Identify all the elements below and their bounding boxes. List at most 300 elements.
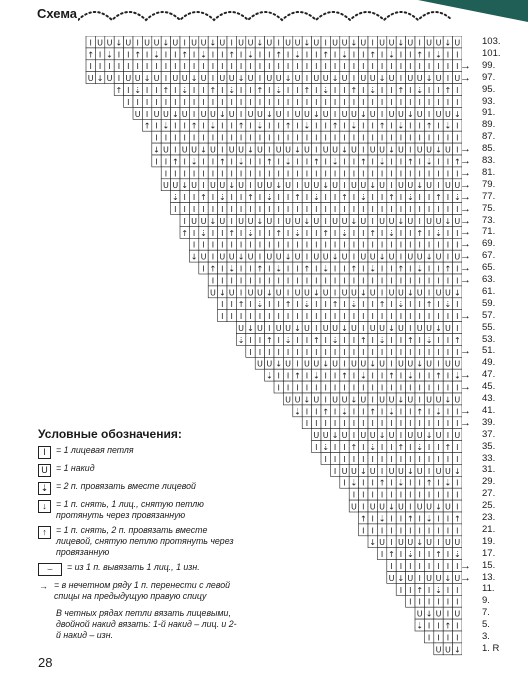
stitch-symbol: ↓ [435,324,442,333]
row-label: 81. [482,166,496,178]
stitch-symbol: I [409,562,412,571]
stitch-symbol: I [371,240,374,250]
row-label: 73. [482,214,496,226]
stitch-symbol: I [456,502,459,512]
arrow-right-icon: → [460,238,471,251]
stitch-symbol: I [427,133,431,143]
row-label: 13. [482,571,496,583]
stitch-symbol: I [343,335,346,345]
stitch-symbol: I [409,97,412,107]
stitch-symbol: I [230,121,233,131]
stitch-symbol: I [371,97,374,107]
stitch-symbol: ↑ [388,550,395,560]
stitch-symbol: I [333,407,337,417]
stitch-symbol: I [409,133,412,143]
stitch-symbol: ↓ [416,359,424,369]
stitch-symbol: U [444,324,451,333]
stitch-symbol: U [341,109,348,119]
stitch-symbol: U [332,181,339,191]
stitch-symbol: I [202,86,205,95]
stitch-symbol: U [303,109,310,119]
row-label: 9. [482,595,490,607]
stitch-symbol: I [362,62,365,72]
stitch-symbol: ⇣ [218,193,226,203]
stitch-symbol: I [136,62,139,72]
stitch-symbol: U [435,431,442,441]
legend-item [38,445,238,459]
stitch-symbol: U [416,502,423,512]
stitch-symbol: I [333,419,337,429]
stitch-symbol: ⇣ [200,50,207,60]
stitch-symbol: U [407,538,414,548]
stitch-symbol: ↓ [200,145,207,155]
stitch-symbol: I [258,240,262,250]
stitch-symbol: ⇣ [435,50,442,60]
stitch-symbol: I [183,157,186,167]
stitch-symbol: I [324,371,327,381]
stitch-symbol: I [249,264,252,274]
stitch-symbol: I [352,419,356,429]
stitch-symbol: U [200,38,207,48]
stitch-symbol: I [409,312,412,322]
stitch-symbol: I [192,50,196,60]
stitch-symbol: I [211,252,215,262]
stitch-symbol: ↑ [209,86,217,95]
stitch-symbol: I [437,443,440,452]
stitch-symbol: U [219,216,226,226]
stitch-symbol: I [399,252,403,262]
stitch-symbol: ↑ [190,121,198,131]
stitch-symbol: I [333,50,337,60]
stitch-symbol: I [277,276,280,286]
stitch-symbol: ↑ [453,514,461,524]
stitch-symbol: ↑ [247,193,254,203]
stitch-symbol: I [362,312,365,322]
stitch-symbol: I [418,300,421,310]
stitch-symbol: I [315,133,318,143]
stitch-symbol: I [362,300,365,310]
stitch-symbol: I [192,205,196,214]
stitch-symbol: ⇣ [416,443,424,452]
stitch-symbol: ⇣ [435,407,442,417]
stitch-symbol: U [153,109,160,119]
stitch-symbol: I [427,50,431,60]
stitch-symbol: I [202,205,205,214]
stitch-symbol: I [145,62,149,72]
stitch-symbol: I [183,216,186,226]
stitch-symbol: I [352,276,356,286]
stitch-symbol: I [324,193,327,203]
stitch-symbol: ⇣ [406,193,414,203]
stitch-symbol: I [258,50,262,60]
stitch-symbol: I [418,205,421,214]
stitch-symbol: I [268,205,271,214]
stitch-symbol: U [219,38,226,48]
stitch-symbol: I [239,205,243,214]
stitch-symbol: I [296,312,299,322]
stitch-symbol: I [277,97,280,107]
stitch-symbol: ↑ [378,300,386,310]
stitch-symbol: I [456,454,459,464]
stitch-symbol: I [343,300,346,310]
stitch-symbol: U [294,216,301,226]
stitch-symbol: ↓ [294,324,301,333]
stitch-symbol: I [333,466,337,476]
stitch-symbol: I [239,109,243,119]
stitch-symbol: I [390,383,393,393]
stitch-symbol: I [399,228,403,238]
stitch-symbol: U [435,38,442,48]
stitch-symbol: I [315,312,318,322]
stitch-symbol: I [427,490,431,500]
stitch-symbol: U [200,216,207,226]
stitch-symbol: I [221,228,224,238]
stitch-symbol: I [239,312,243,322]
stitch-symbol: I [409,62,412,72]
stitch-symbol: I [239,276,243,286]
stitch-symbol: ↑ [218,157,226,167]
stitch-symbol: U [350,181,357,191]
stitch-symbol: I [343,121,346,131]
stitch-symbol: I [333,371,337,381]
stitch-symbol: I [409,526,412,536]
stitch-symbol: I [258,193,262,203]
stitch-symbol: U [444,145,451,155]
stitch-symbol: U [256,359,263,369]
stitch-symbol: ⇣ [162,121,170,131]
stitch-symbol: ⇣ [322,443,330,452]
stitch-symbol: ⇣ [312,193,320,203]
stitch-symbol: I [456,228,459,238]
stitch-symbol: I [277,335,280,345]
stitch-symbol: I [427,443,431,452]
stitch-symbol: U [256,109,263,119]
stitch-symbol: I [343,359,346,369]
stitch-symbol: I [390,538,393,548]
stitch-symbol: I [352,312,356,322]
stitch-symbol: U [426,359,433,369]
stitch-symbol: I [352,193,356,203]
stitch-symbol: I [362,145,365,155]
stitch-symbol: I [399,383,403,393]
stitch-symbol: I [249,312,252,322]
stitch-symbol: ↑ [331,300,339,310]
stitch-symbol: ↓ [303,38,311,48]
arrow-right-icon: → [460,559,471,572]
stitch-symbol: ↑ [209,264,217,274]
stitch-symbol: U [275,252,282,262]
stitch-symbol: I [221,62,224,72]
stitch-symbol: ⇣ [416,621,424,631]
stitch-symbol: I [249,97,252,107]
stitch-symbol: I [211,169,215,179]
stitch-symbol: ↑ [303,264,311,274]
stitch-symbol: I [324,419,327,429]
stitch-symbol: U [360,359,367,369]
stitch-symbol: I [418,240,421,250]
stitch-symbol: U [369,324,376,333]
stitch-symbol: ⇣ [341,407,348,417]
stitch-symbol: U [228,252,235,262]
stitch-symbol: I [211,133,215,143]
stitch-symbol: I [127,86,130,95]
stitch-symbol: I [268,50,271,60]
stitch-symbol: U [426,502,433,512]
stitch-symbol: I [456,97,459,107]
stitch-symbol: I [427,407,431,417]
stitch-symbol: I [211,97,215,107]
row-label: 75. [482,202,496,214]
stitch-symbol: I [343,86,346,95]
stitch-symbol: U [228,74,235,84]
stitch-symbol: I [183,193,186,203]
stitch-symbol: I [380,407,384,417]
stitch-symbol: I [437,562,440,571]
stitch-symbol: I [183,169,186,179]
stitch-symbol: ↓ [209,216,217,226]
stitch-symbol: I [343,443,346,452]
stitch-symbol: ↑ [416,585,424,595]
stitch-symbol: I [305,383,309,393]
stitch-symbol: ⇣ [294,50,301,60]
stitch-symbol: I [333,347,337,357]
stitch-symbol: U [454,609,461,619]
stitch-symbol: ↓ [435,502,442,512]
stitch-symbol: I [418,395,421,405]
stitch-symbol: U [285,359,292,369]
stitch-symbol: I [446,407,450,417]
stitch-symbol: I [418,133,421,143]
stitch-symbol: U [256,288,263,298]
stitch-symbol: ↓ [388,145,395,155]
stitch-symbol: I [202,62,205,72]
stitch-symbol: U [341,252,348,262]
stitch-symbol: I [409,276,412,286]
stitch-symbol: I [437,264,440,274]
stitch-symbol: I [352,454,356,464]
stitch-symbol: I [324,216,327,226]
stitch-symbol: U [435,109,442,119]
stitch-symbol: U [172,181,179,191]
stitch-symbol: I [333,193,337,203]
stitch-symbol: U [426,216,433,226]
stitch-symbol: I [286,312,290,322]
stitch-symbol: I [456,585,459,595]
stitch-symbol: ↑ [312,157,320,167]
stitch-symbol: ↑ [416,50,424,60]
stitch-symbol: I [155,62,158,72]
stitch-symbol: ↑ [322,228,330,238]
stitch-symbol: ⇣ [190,157,198,167]
stitch-symbol: ⇣ [435,228,442,238]
stitch-symbol: U [256,181,263,191]
row-label: 17. [482,547,496,559]
stitch-symbol: U [444,359,451,369]
stitch-symbol: ↑ [444,264,452,274]
stitch-symbol: I [362,324,365,333]
stitch-symbol: I [437,312,440,322]
stitch-symbol: I [418,454,421,464]
stitch-symbol: I [437,97,440,107]
stitch-symbol: I [211,193,215,203]
stitch-symbol: U [313,431,320,441]
stitch-symbol: I [324,335,327,345]
stitch-symbol: I [286,288,290,298]
stitch-symbol: I [221,86,224,95]
stitch-symbol: I [192,97,196,107]
stitch-symbol: ⇣ [228,86,236,95]
stitch-symbol: I [409,205,412,214]
stitch-symbol: U [275,324,282,333]
stitch-symbol: I [296,276,299,286]
stitch-symbol: I [192,109,196,119]
row-label: 23. [482,512,496,523]
stitch-symbol: ↓ [425,431,433,441]
stitch-symbol: ↓ [416,181,424,191]
stitch-symbol: I [296,205,299,214]
stitch-symbol: I [446,371,450,381]
stitch-symbol: I [399,562,403,571]
stitch-symbol: I [296,121,299,131]
stitch-symbol: I [456,526,459,536]
stitch-symbol: I [456,347,459,357]
stitch-symbol: I [456,490,459,500]
stitch-symbol: I [202,169,205,179]
stitch-symbol: I [333,312,337,322]
stitch-symbol: I [437,276,440,286]
legend-item [38,562,238,576]
stitch-symbol: I [296,86,299,95]
stitch-symbol: U [454,252,461,262]
stitch-symbol: ↓ [303,395,311,405]
stitch-symbol: I [164,50,168,60]
stitch-symbol: ↓ [359,466,367,476]
stitch-symbol: U [332,395,339,405]
stitch-symbol: I [230,133,233,143]
stitch-symbol: I [315,50,318,60]
stitch-symbol: I [239,228,243,238]
stitch-symbol: I [399,62,403,72]
row-label: 99. [482,59,496,71]
stitch-symbol: I [380,240,384,250]
stitch-symbol: U [303,145,310,155]
stitch-symbol: ↓ [425,252,433,262]
stitch-symbol: ↑ [397,86,405,95]
arrow-right-icon: → [460,178,471,191]
stitch-symbol: I [409,454,412,464]
stitch-symbol: I [409,383,412,393]
stitch-symbol: I [437,454,440,464]
stitch-symbol: I [437,383,440,393]
stitch-symbol: I [352,157,356,167]
stitch-symbol: U [388,573,395,583]
stitch-symbol: I [399,240,403,250]
stitch-symbol: ⇣ [322,264,330,274]
stitch-symbol: U [435,609,442,619]
stitch-symbol: ↑ [237,300,245,310]
stitch-symbol: I [98,50,102,60]
stitch-symbol: I [371,169,374,179]
stitch-symbol: ↓ [397,395,405,405]
stitch-symbol: U [454,395,461,405]
stitch-symbol: U [125,38,132,48]
stitch-symbol: I [221,240,224,250]
stitch-symbol: I [315,383,318,393]
stitch-symbol: I [324,121,327,131]
stitch-symbol: I [296,62,299,72]
stitch-symbol: I [380,133,384,143]
stitch-symbol: I [202,121,205,131]
stitch-symbol: I [333,62,337,72]
stitch-symbol: I [352,383,356,393]
arrow-right-icon: → [460,381,471,394]
stitch-symbol: I [427,109,431,119]
stitch-symbol: I [371,478,374,488]
stitch-symbol: I [380,383,384,393]
stitch-symbol: I [183,38,186,48]
stitch-symbol: ⇣ [265,371,273,381]
stitch-symbol: U [209,288,216,298]
stitch-symbol: U [369,431,376,441]
stitch-symbol: ⇣ [406,550,414,560]
stitch-symbol: I [437,514,440,524]
stitch-symbol: I [390,300,393,310]
stitch-symbol: I [305,74,309,84]
stitch-symbol: U [369,252,376,262]
stitch-symbol: U [388,288,395,298]
stitch-symbol: I [343,133,346,143]
stitch-symbol: I [371,371,374,381]
stitch-symbol: ↑ [322,407,330,417]
stitch-symbol: ⇣ [303,121,311,131]
stitch-symbol: ⇣ [134,86,142,95]
stitch-symbol: ↓ [397,216,405,226]
row-label: 51. [482,345,496,357]
stitch-symbol: I [352,74,356,84]
stitch-symbol: ↓ [350,38,358,48]
stitch-symbol: U [454,216,461,226]
stitch-symbol: I [352,97,356,107]
stitch-symbol: I [164,74,168,84]
stitch-symbol: I [371,526,374,536]
stitch-symbol: I [437,633,440,643]
stitch-symbol: I [145,86,149,95]
stitch-symbol: I [409,407,412,417]
stitch-symbol: I [446,550,450,560]
stitch-symbol: I [427,193,431,203]
stitch-symbol: I [277,121,280,131]
stitch-symbol: I [117,74,121,84]
stitch-symbol: I [456,169,459,179]
stitch-symbol: ↑ [284,121,292,131]
stitch-symbol: I [409,86,412,95]
stitch-symbol: I [409,50,412,60]
stitch-symbol: I [362,502,365,512]
stitch-symbol: I [352,133,356,143]
stitch-symbol: I [286,264,290,274]
stitch-symbol: U [407,359,414,369]
row-label: 103. [482,36,501,47]
stitch-symbol: I [221,97,224,107]
stitch-symbol: I [437,621,440,631]
stitch-symbol: U [407,216,414,226]
stitch-symbol: U [313,181,320,191]
arrow-right-icon: → [460,143,471,156]
stitch-symbol: I [296,335,299,345]
stitch-symbol: U [360,395,367,405]
stitch-symbol: U [416,145,423,155]
stitch-symbol: I [390,181,393,191]
